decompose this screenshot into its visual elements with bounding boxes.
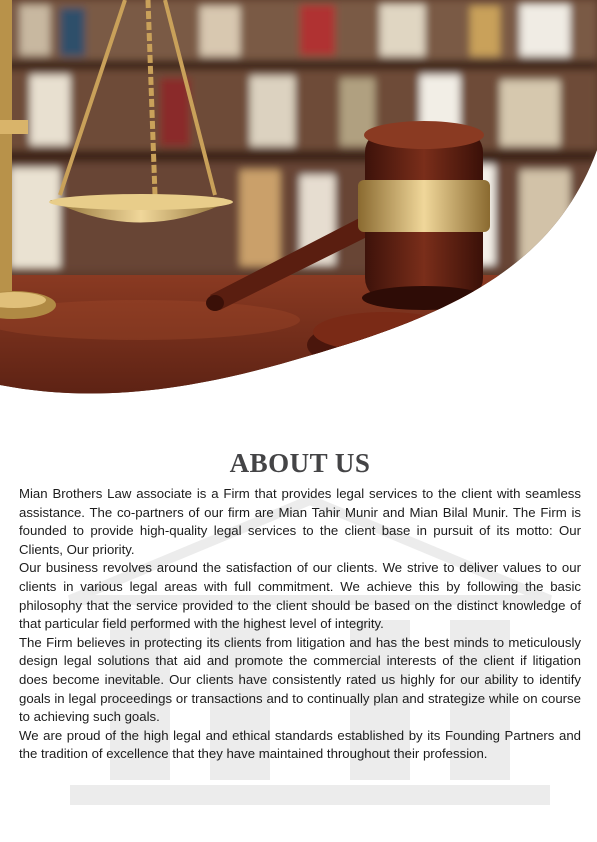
about-paragraph-1: Mian Brothers Law associate is a Firm that provides legal services to the client with seamless assistance. The co-partners of our firm are Mian Tahir Munir and Mian Bilal Munir. The Firm is founded to provide high-quality legal services to the client base in pursuit of its motto: Our Clients, Our priority.	[19, 486, 581, 557]
about-section	[19, 448, 581, 764]
about-paragraph-3: The Firm believes in protecting its clients from litigation and has the best minds to meticulously design legal solutions that aid and promote the commercial interests of the client if litigation does become inevitable. Our clients have consistently rated us highly for our ability to identify goals in legal proceedings or transactions and to continually plan and strategize while on course to achieving such goals.	[19, 634, 581, 725]
about-paragraph-4: We are proud of the high legal and ethical standards established by its Founding Partners and the tradition of excellence that they have maintained throughout their profession.	[19, 727, 581, 762]
about-paragraph-2: Our business revolves around the satisfaction of our clients. We strive to deliver values to our clients in various legal areas with full commitment. We achieve this by following the basic philosophy that the service provided to the client should be based on the distinct knowledge of that particular field performed with the highest level of integrity.	[19, 560, 581, 632]
page-title: ABOUT US	[229, 448, 371, 478]
bookshelf-background	[0, 0, 597, 272]
wooden-desk	[0, 275, 597, 440]
